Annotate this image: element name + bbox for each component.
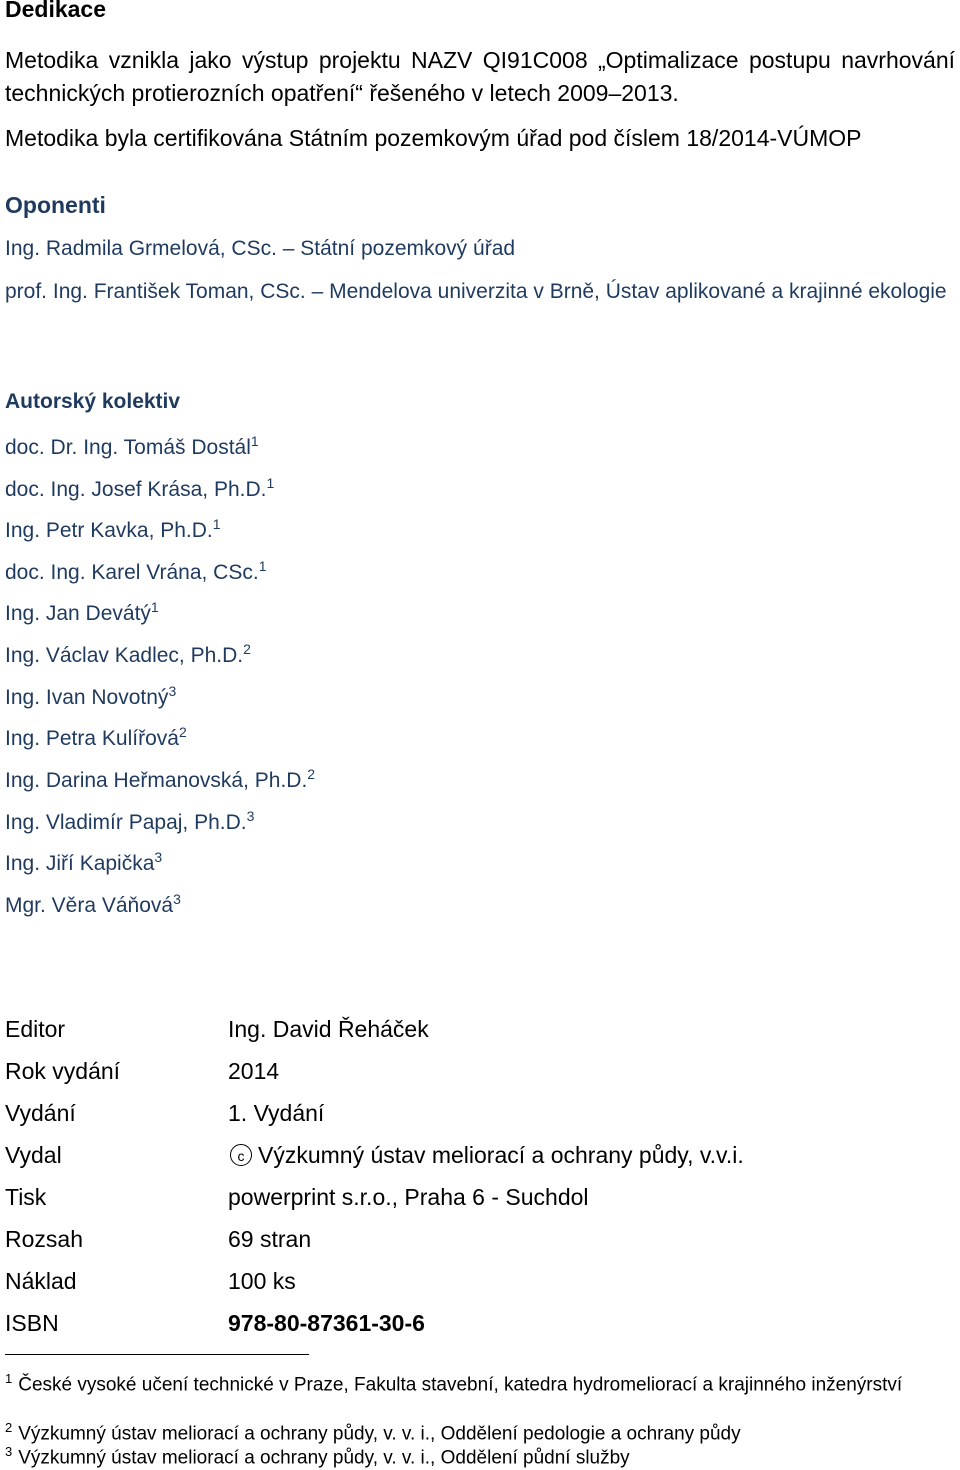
meta-label-isbn: ISBN <box>5 1310 59 1336</box>
meta-value-rok-vydani: 2014 <box>228 1058 280 1084</box>
dedikace-paragraph-2: Metodika byla certifikována Státním pozemkovým úřad pod číslem 18/2014-VÚMOP <box>5 125 862 151</box>
meta-label-tisk: Tisk <box>5 1184 47 1210</box>
footnote-item: $^2$ Výzkumný ústav meliorací a ochrany půdy, v. v. i., Oddělení pedologie a ochrany půdy <box>5 1420 741 1445</box>
author-item: Ing. Vladimír Papaj, Ph.D.$^3$ <box>5 808 255 834</box>
author-item: Ing. Darina Heřmanovská, Ph.D.$^2$ <box>5 766 316 792</box>
meta-value-naklad: 100 ks <box>228 1268 296 1294</box>
meta-label-vydani: Vydání <box>5 1100 76 1126</box>
author-item: Ing. Jan Devátý$^1$ <box>5 599 159 625</box>
dedikace-heading: Dedikace <box>5 0 107 22</box>
meta-label-editor: Editor <box>5 1016 66 1042</box>
meta-value-rozsah: 69 stran <box>228 1226 312 1252</box>
meta-label-rok-vydani: Rok vydání <box>5 1058 121 1084</box>
autorsky-kolektiv-heading: Autorský kolektiv <box>5 390 181 413</box>
meta-label-vydal: Vydal <box>5 1142 62 1168</box>
author-item: doc. Ing. Josef Krása, Ph.D.$^1$ <box>5 475 275 501</box>
author-item: Mgr. Věra Váňová$^3$ <box>5 891 181 917</box>
footnote-item: $^1$ České vysoké učení technické v Praze, Fakulta stavební, katedra hydromeliorací a krajinného inženýrství <box>5 1371 903 1396</box>
dedikace-paragraph-1: Metodika vznikla jako výstup projektu NAZV QI91C008 „Optimalizace postupu navrhování technických protierozních opatření“ řešeného v letech 2009–2013. <box>5 47 955 106</box>
author-item: doc. Dr. Ing. Tomáš Dostál$^1$ <box>5 433 259 459</box>
author-item: Ing. Petr Kavka, Ph.D.$^1$ <box>5 516 221 542</box>
author-item: Ing. Ivan Novotný$^3$ <box>5 683 177 709</box>
author-item: doc. Ing. Karel Vrána, CSc.$^1$ <box>5 558 267 584</box>
oponenti-heading: Oponenti <box>5 192 106 218</box>
meta-value-isbn: 978-80-87361-30-6 <box>228 1310 425 1336</box>
meta-label-naklad: Náklad <box>5 1268 77 1294</box>
oponent-item: prof. Ing. František Toman, CSc. – Mendelova univerzita v Brně, Ústav aplikované a krajinné ekologie <box>5 280 947 303</box>
footnote-item: $^3$ Výzkumný ústav meliorací a ochrany půdy, v. v. i., Oddělení půdní služby <box>5 1444 630 1469</box>
meta-label-rozsah: Rozsah <box>5 1226 83 1252</box>
author-item: Ing. Václav Kadlec, Ph.D.$^2$ <box>5 641 251 667</box>
meta-value-editor: Ing. David Řeháček <box>228 1016 429 1042</box>
oponent-item: Ing. Radmila Grmelová, CSc. – Státní pozemkový úřad <box>5 237 516 260</box>
meta-value-vydani: 1. Vydání <box>228 1100 325 1126</box>
meta-value-vydal: c Výzkumný ústav meliorací a ochrany půdy, v.v.i. <box>228 1142 744 1169</box>
author-item: Ing. Petra Kulířová$^2$ <box>5 724 187 750</box>
meta-value-tisk: powerprint s.r.o., Praha 6 - Suchdol <box>228 1184 589 1210</box>
copyright-icon: c <box>230 1144 252 1166</box>
footnote-divider <box>5 1354 309 1355</box>
author-item: Ing. Jiří Kapička$^3$ <box>5 849 163 875</box>
